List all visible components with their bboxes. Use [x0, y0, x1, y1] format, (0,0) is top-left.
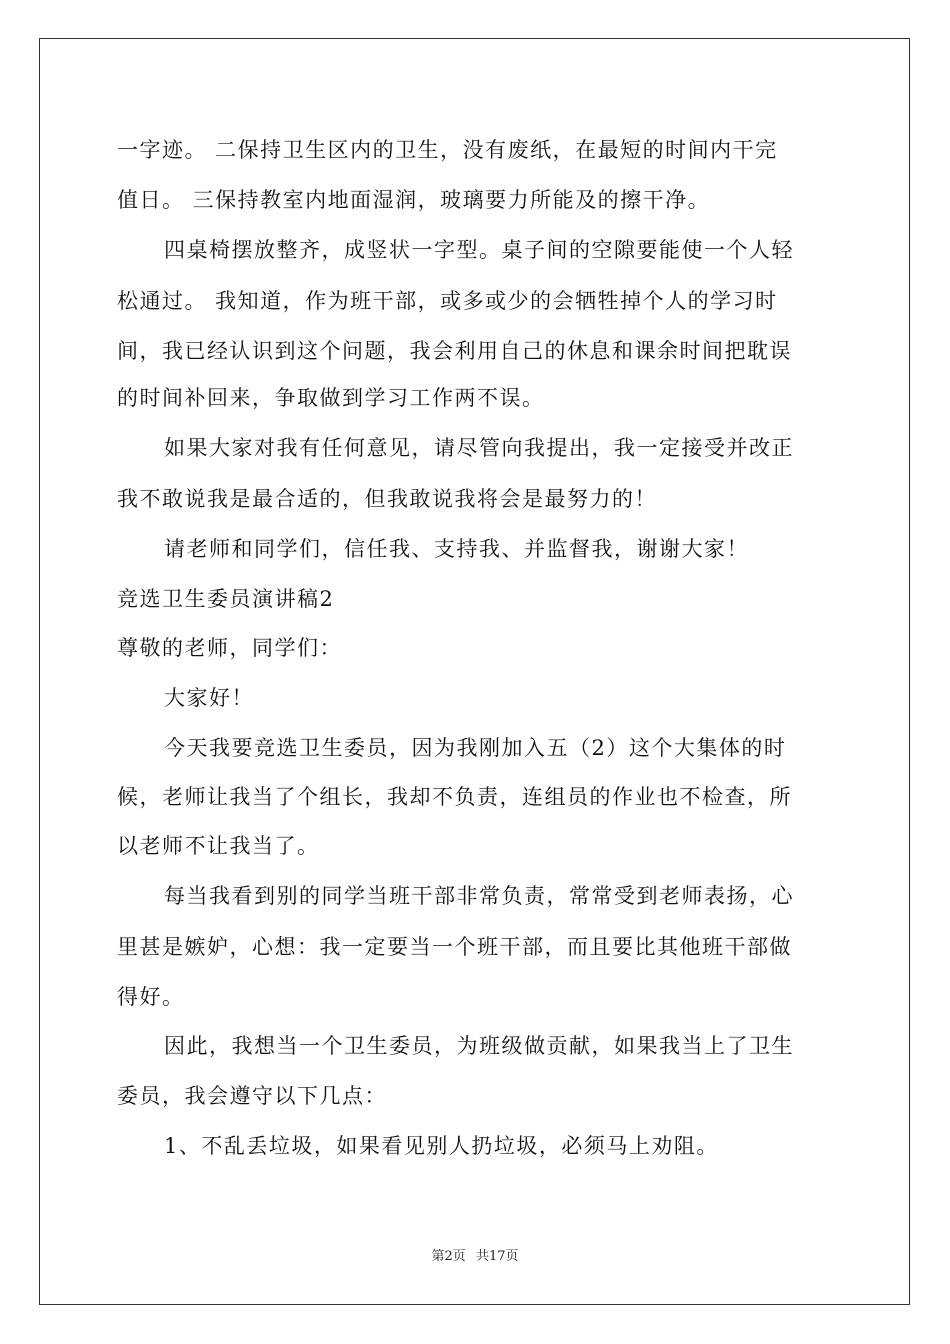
text-line: 值日。 三保持教室内地面湿润，玻璃要力所能及的擦干净。 [117, 188, 711, 212]
section-heading: 竞选卫生委员演讲稿2 [117, 587, 335, 611]
text-line: 里甚是嫉妒，心想：我一定要当一个班干部，而且要比其他班干部做 [117, 935, 792, 959]
text-line: 今天我要竞选卫生委员，因为我刚加入五（2）这个大集体的时 [164, 736, 787, 760]
text-line: 候，老师让我当了个组长，我却不负责，连组员的作业也不检查，所 [117, 785, 792, 809]
text-line: 四桌椅摆放整齐，成竖状一字型。桌子间的空隙要能使一个人轻 [164, 238, 794, 262]
text-line: 得好。 [117, 985, 185, 1009]
text-line: 松通过。 我知道，作为班干部，或多或少的会牺牲掉个人的学习时 [117, 289, 778, 313]
text-line: 每当我看到别的同学当班干部非常负责，常常受到老师表扬，心 [164, 884, 794, 908]
text-line: 委员，我会遵守以下几点： [117, 1084, 387, 1108]
page-footer [0, 1248, 950, 1266]
page-number: 第2页 [431, 1249, 466, 1264]
list-item: 1、不乱丢垃圾，如果看见别人扔垃圾，必须马上劝阻。 [164, 1134, 719, 1158]
page-total: 共17页 [475, 1249, 519, 1264]
page-border [39, 38, 910, 1305]
text-line: 的时间补回来，争取做到学习工作两不误。 [117, 386, 545, 410]
text-line: 如果大家对我有任何意见，请尽管向我提出，我一定接受并改正 [164, 436, 794, 460]
text-line: 一字迹。 二保持卫生区内的卫生，没有废纸，在最短的时间内干完 [117, 138, 778, 162]
text-line: 我不敢说我是最合适的，但我敢说我将会是最努力的！ [117, 487, 657, 511]
salutation: 尊敬的老师，同学们： [117, 636, 342, 660]
text-line: 间，我已经认识到这个问题，我会利用自己的休息和课余时间把耽误 [117, 339, 792, 363]
text-line: 以老师不让我当了。 [117, 834, 320, 858]
text-line: 请老师和同学们，信任我、支持我、并监督我，谢谢大家！ [164, 537, 749, 561]
text-line: 因此，我想当一个卫生委员，为班级做贡献，如果我当上了卫生 [164, 1034, 794, 1058]
greeting: 大家好！ [164, 686, 254, 710]
